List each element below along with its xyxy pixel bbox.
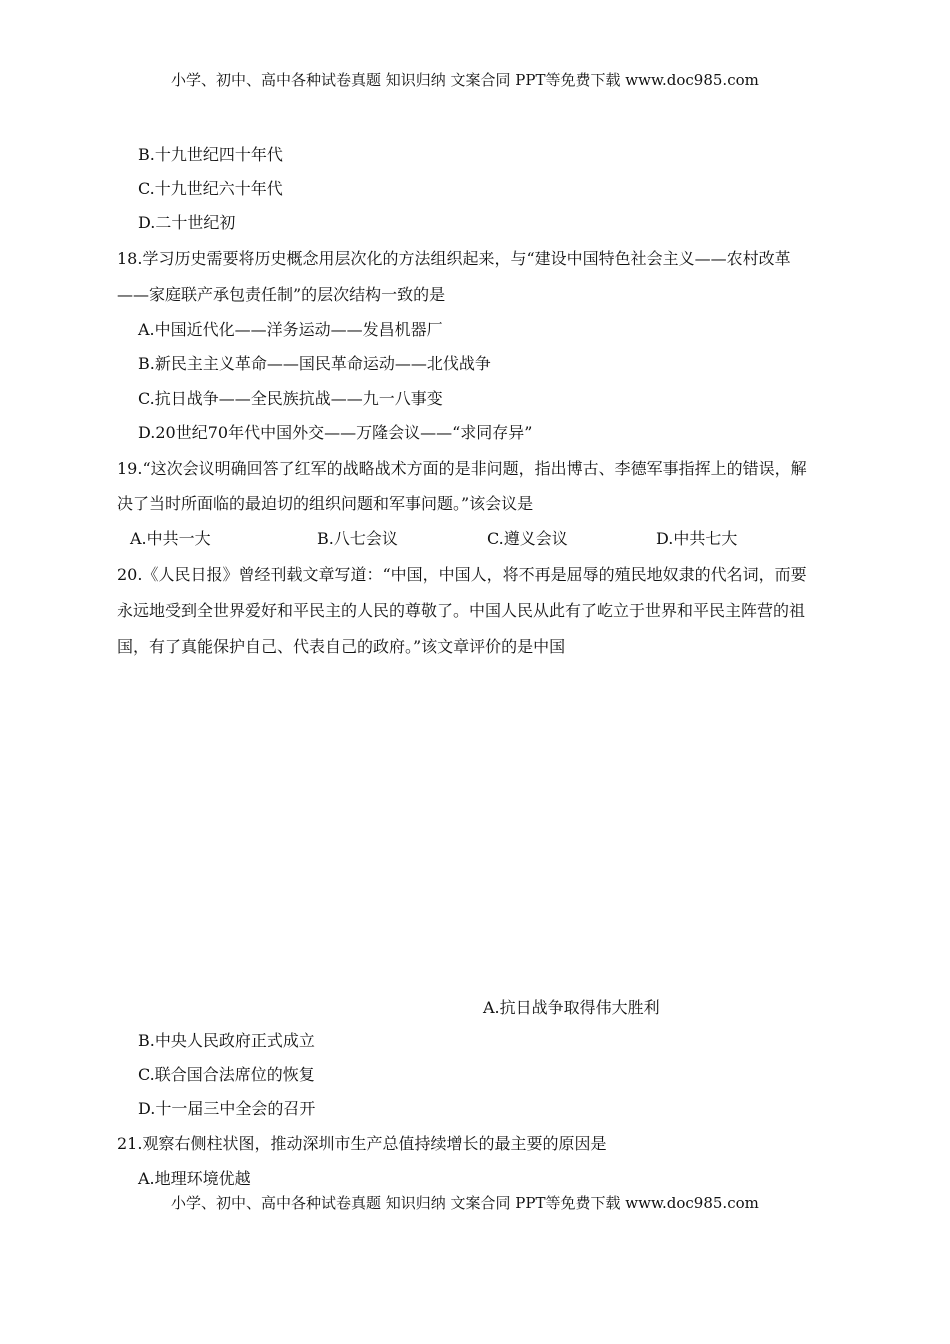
q20-stem-line3: 国，有了真能保护自己、代表自己的政府。”该文章评价的是中国 [117,637,566,656]
q17-option-c: C.十九世纪六十年代 [138,179,283,198]
page-header: 小学、初中、高中各种试卷真题 知识归纳 文案合同 PPT等免费下载 www.doc985.com [171,71,759,89]
q19-stem-line2: 决了当时所面临的最迫切的组织问题和军事问题。”该会议是 [117,494,534,513]
q20-option-b: B.中央人民政府正式成立 [138,1031,315,1050]
q20-stem-line2: 永远地受到全世界爱好和平民主的人民的尊敬了。中国人民从此有了屹立于世界和平民主阵营的祖 [117,601,806,620]
q19-stem-line1: 19.“这次会议明确回答了红军的战略战术方面的是非问题，指出博古、李德军事指挥上的错误，解 [117,459,807,478]
q19-option-c: C.遵义会议 [487,529,568,548]
q20-option-d: D.十一届三中全会的召开 [138,1099,316,1118]
q18-stem-line1: 18.学习历史需要将历史概念用层次化的方法组织起来，与“建设中国特色社会主义——农村改革 [117,249,791,268]
q18-option-d: D.20世纪70年代中国外交——万隆会议——“求同存异” [138,423,533,442]
q20-option-c: C.联合国合法席位的恢复 [138,1065,315,1084]
q18-stem-line2: ——家庭联产承包责任制”的层次结构一致的是 [117,285,446,304]
q20-stem-line1: 20.《人民日报》曾经刊载文章写道：“中国，中国人，将不再是屈辱的殖民地奴隶的代名词，而要 [117,565,807,584]
page-footer: 小学、初中、高中各种试卷真题 知识归纳 文案合同 PPT等免费下载 www.doc985.com [171,1194,759,1212]
q17-option-d: D.二十世纪初 [138,213,236,232]
q19-option-a: A.中共一大 [130,529,211,548]
q20-option-a: A.抗日战争取得伟大胜利 [483,998,660,1017]
q19-option-b: B.八七会议 [317,529,398,548]
q19-option-d: D.中共七大 [656,529,738,548]
q18-option-b: B.新民主主义革命——国民革命运动——北伐战争 [138,354,491,373]
q21-stem-line1: 21.观察右侧柱状图，推动深圳市生产总值持续增长的最主要的原因是 [117,1134,607,1153]
q17-option-b: B.十九世纪四十年代 [138,145,283,164]
q21-option-a: A.地理环境优越 [138,1169,251,1188]
q18-option-c: C.抗日战争——全民族抗战——九一八事变 [138,389,443,408]
q18-option-a: A.中国近代化——洋务运动——发昌机器厂 [138,320,443,339]
